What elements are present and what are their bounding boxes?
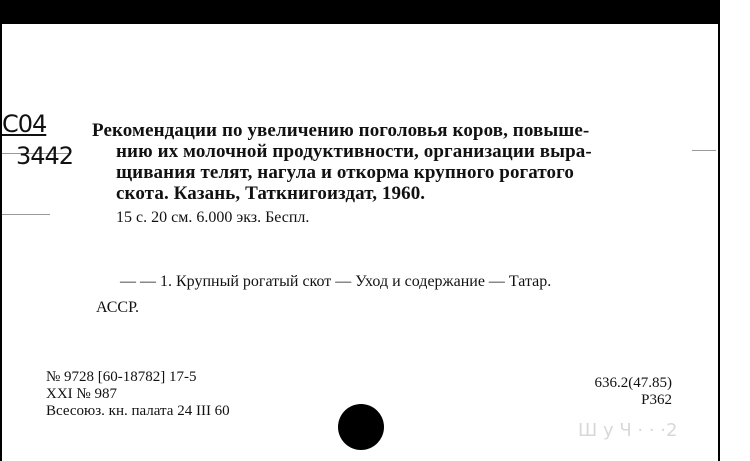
entry-title-line: щивания телят, нагула и откорма крупного рогатого	[116, 162, 575, 183]
entry-title-line: нию их молочной продуктивности, организации выра-	[116, 141, 592, 162]
pencil-stroke	[692, 150, 716, 151]
author-mark: Р362	[641, 392, 672, 408]
udc-code: 636.2(47.85)	[594, 375, 672, 391]
entry-title-line: Рекомендации по увеличению поголовья коров, повыше-	[92, 120, 590, 141]
catalog-card	[2, 24, 718, 461]
subject-heading: — — 1. Крупный рогатый скот — Уход и содержание — Татар.	[120, 273, 552, 290]
subject-heading-continued: АССР.	[96, 299, 139, 316]
punch-hole	[338, 404, 384, 450]
faint-stamp: Ш у Ч · · ·2	[578, 420, 678, 441]
card-edge	[718, 0, 750, 461]
entry-imprint-line: скота. Казань, Таткнигоиздат, 1960.	[116, 183, 426, 204]
registration-number: № 9728 [60-18782] 17-5	[46, 369, 197, 385]
bibliographic-entry	[92, 120, 682, 204]
handwritten-shelf-number: 3442	[16, 142, 74, 170]
physical-description: 15 с. 20 см. 6.000 экз. Беспл.	[116, 209, 310, 226]
chamber-date: Всесоюз. кн. палата 24 III 60	[46, 403, 230, 419]
handwritten-shelf-code: С04	[2, 110, 47, 138]
series-number: XXI № 987	[46, 386, 117, 402]
pencil-stroke	[2, 214, 50, 215]
